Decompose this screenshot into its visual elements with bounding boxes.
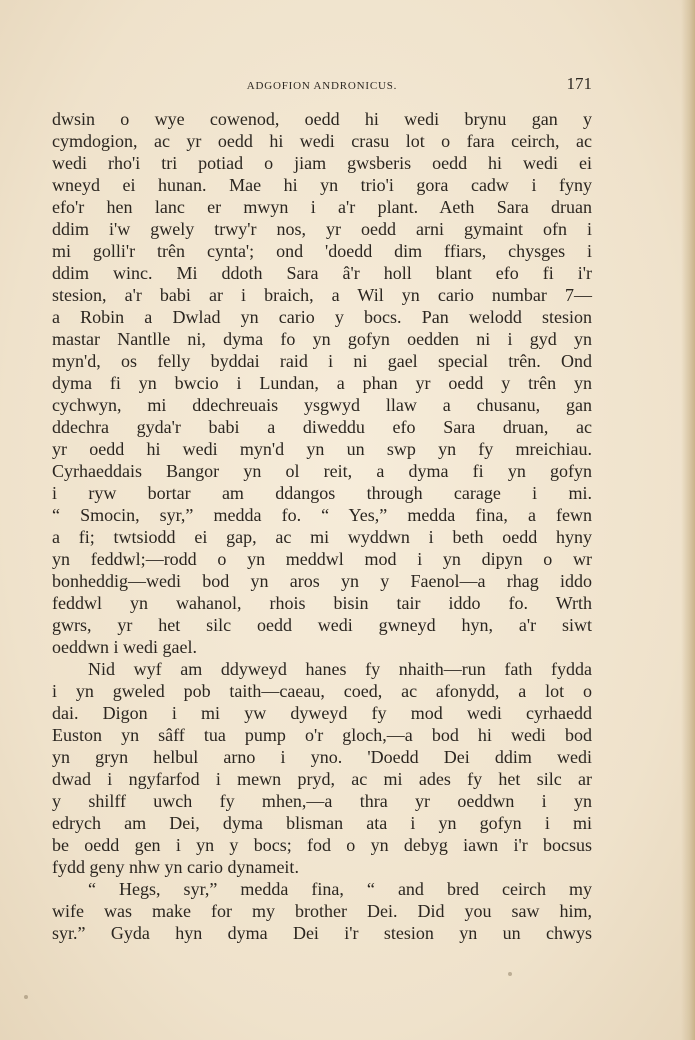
text-line: edrych am Dei, dyma blisman ata i yn gofyn i mi xyxy=(52,813,592,833)
text-line: a Robin a Dwlad yn cario y bocs. Pan welodd stesion xyxy=(52,307,592,327)
text-line: fydd geny nhw yn cario dynameit. xyxy=(52,857,299,877)
page-header xyxy=(52,74,592,100)
text-line: ddim i'w gwely trwy'r nos, yr oedd arni gymaint ofn i xyxy=(52,219,592,239)
text-line: wneyd ei hunan. Mae hi yn trio'i gora cadw i fyny xyxy=(52,175,592,195)
text-line: oeddwn i wedi gael. xyxy=(52,637,197,657)
text-line: dwsin o wye cowenod, oedd hi wedi brynu gan y xyxy=(52,109,592,129)
text-line: stesion, a'r babi ar i braich, a Wil yn cario numbar 7— xyxy=(52,285,592,305)
text-line: myn'd, os felly byddai raid i ni gael special trên. Ond xyxy=(52,351,592,371)
body-text xyxy=(52,108,592,944)
text-line: ddechra gyda'r babi a diweddu efo Sara druan, ac xyxy=(52,417,592,437)
running-title: ADGOFION ANDRONICUS. xyxy=(246,80,398,92)
text-line: bonheddig—wedi bod yn aros yn y Faenol—a rhag iddo xyxy=(52,571,592,591)
text-line: yr oedd hi wedi myn'd yn un swp yn fy mreichiau. xyxy=(52,439,592,459)
text-line: mastar Nantlle ni, dyma fo yn gofyn oedden ni i gyd yn xyxy=(52,329,592,349)
paper-speck xyxy=(24,995,28,999)
text-line: cymdogion, ac yr oedd hi wedi crasu lot o fara ceirch, ac xyxy=(52,131,592,151)
text-line: dai. Digon i mi yw dyweyd fy mod wedi cyrhaedd xyxy=(52,703,592,723)
text-line: i ryw bortar am ddangos through carage i mi. xyxy=(52,483,592,503)
text-line: “ Hegs, syr,” medda fina, “ and bred ceirch my xyxy=(88,879,592,899)
text-line: be oedd gen i yn y bocs; fod o yn debyg iawn i'r bocsus xyxy=(52,835,592,855)
text-line: Nid wyf am ddyweyd hanes fy nhaith—run fath fydda xyxy=(88,659,592,679)
text-line: Euston yn sâff tua pump o'r gloch,—a bod hi wedi bod xyxy=(52,725,592,745)
page-number: 171 xyxy=(566,74,592,93)
text-line: wife was make for my brother Dei. Did you saw him, xyxy=(52,901,592,921)
text-line: Cyrhaeddais Bangor yn ol reit, a dyma fi yn gofyn xyxy=(52,461,592,481)
text-line: mi golli'r trên cynta'; ond 'doedd dim ffiars, chysges i xyxy=(52,241,592,261)
text-line: i yn gweled pob taith—caeau, coed, ac afonydd, a lot o xyxy=(52,681,592,701)
text-line: wedi rho'i tri potiad o jiam gwsberis oedd hi wedi ei xyxy=(52,153,592,173)
text-line: gwrs, yr het silc oedd wedi gwneyd hyn, a'r siwt xyxy=(52,615,592,635)
text-line: dyma fi yn bwcio i Lundan, a phan yr oedd y trên yn xyxy=(52,373,592,393)
text-line: ddim winc. Mi ddoth Sara â'r holl blant efo fi i'r xyxy=(52,263,592,283)
text-line: yn feddwl;—rodd o yn meddwl mod i yn dipyn o wr xyxy=(52,549,592,569)
page-edge-shadow xyxy=(681,0,695,1040)
text-line: cychwyn, mi ddechreuais ysgwyd llaw a chusanu, gan xyxy=(52,395,592,415)
text-line: y shilff uwch fy mhen,—a thra yr oeddwn i yn xyxy=(52,791,592,811)
text-line: dwad i ngyfarfod i mewn pryd, ac mi ades fy het silc ar xyxy=(52,769,592,789)
text-line: syr.” Gyda hyn dyma Dei i'r stesion yn un chwys xyxy=(52,923,592,943)
text-line: a fi; twtsiodd ei gap, ac mi wyddwn i beth oedd hyny xyxy=(52,527,592,547)
text-line: “ Smocin, syr,” medda fo. “ Yes,” medda fina, a fewn xyxy=(52,505,592,525)
text-line: efo'r hen lanc er mwyn i a'r plant. Aeth Sara druan xyxy=(52,197,592,217)
text-line: yn gryn helbul arno i yno. 'Doedd Dei ddim wedi xyxy=(52,747,592,767)
paper-speck xyxy=(508,972,512,976)
text-line: feddwl yn wahanol, rhois bisin tair iddo fo. Wrth xyxy=(52,593,592,613)
